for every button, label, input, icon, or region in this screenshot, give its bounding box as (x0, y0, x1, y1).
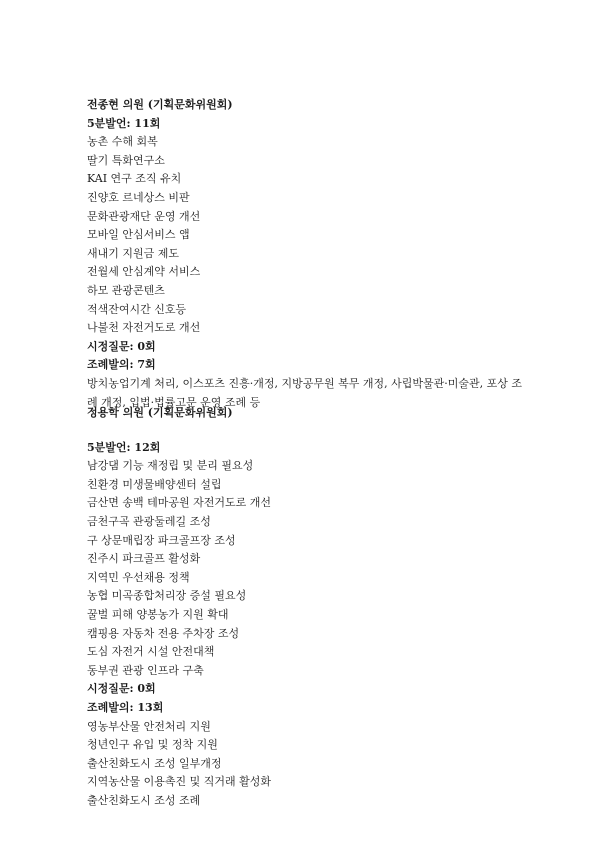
ordinance-text: 방치농업기계 처리, 이스포츠 진흥·개정, 지방공무원 복무 개정, 사립박물관·미술관, 포상 조례 개정, 입법·법률고문 운영 조례 등 (87, 376, 522, 409)
list-item: 모바일 안심서비스 앱 (87, 228, 190, 242)
list-item: 지역농산물 이용촉진 및 직거래 활성화 (87, 775, 272, 789)
list-item: 적색잔여시간 신호등 (87, 302, 187, 316)
list-item: 나불천 자전거도로 개선 (87, 321, 201, 335)
member-section-2 (87, 404, 527, 810)
list-item: 도심 자전거 시설 안전대책 (87, 645, 215, 659)
member-header: 전종현 의원 (기획문화위원회) (87, 98, 233, 111)
list-item: 금산면 송백 테마공원 자전거도로 개선 (87, 496, 272, 510)
list-item: 전월세 안심계약 서비스 (87, 265, 201, 279)
list-item: 동부권 관광 인프라 구축 (87, 663, 204, 677)
list-item: 남강댐 기능 재정립 및 분리 필요성 (87, 459, 254, 473)
list-item: 친환경 미생물배양센터 설립 (87, 477, 222, 491)
speech-count-heading: 5분발언: 12회 (87, 440, 161, 454)
member-header: 정용학 의원 (기획문화위원회) (87, 406, 233, 419)
list-item: 문화관광재단 운영 개선 (87, 209, 201, 223)
list-item: 지역민 우선채용 정책 (87, 570, 190, 584)
ordinance-count-heading: 조례발의: 13회 (87, 700, 164, 714)
question-count-heading: 시정질문: 0회 (87, 339, 156, 353)
list-item: 농협 미곡종합처리장 증설 필요성 (87, 589, 247, 603)
list-item: 캠핑용 자동차 전용 주차장 조성 (87, 626, 240, 640)
list-item: 청년인구 유입 및 정착 지원 (87, 738, 218, 752)
speech-list (87, 457, 527, 680)
list-item: 금천구곡 관광둘레길 조성 (87, 514, 211, 528)
speech-count-heading: 5분발언: 11회 (87, 116, 161, 130)
ordinance-count-heading: 조례발의: 7회 (87, 358, 156, 372)
list-item: KAI 연구 조직 유치 (87, 172, 182, 186)
list-item: 딸기 특화연구소 (87, 153, 165, 167)
member-section-1 (87, 96, 527, 412)
list-item: 영농부산물 안전처리 지원 (87, 719, 211, 733)
list-item: 하모 관광콘텐츠 (87, 283, 165, 297)
list-item: 출산친화도시 조성 일부개정 (87, 756, 222, 770)
speech-list (87, 133, 527, 338)
question-count-heading: 시정질문: 0회 (87, 682, 156, 696)
ordinance-list (87, 718, 527, 811)
list-item: 구 상문매립장 파크골프장 조성 (87, 533, 236, 547)
list-item: 새내기 지원금 제도 (87, 246, 180, 260)
list-item: 농촌 수해 회복 (87, 135, 158, 149)
spacer (87, 423, 527, 439)
list-item: 진주시 파크골프 활성화 (87, 552, 201, 566)
list-item: 꿀벌 피해 양봉농가 지원 확대 (87, 607, 229, 621)
list-item: 출산친화도시 조성 조례 (87, 793, 201, 807)
list-item: 진양호 르네상스 비판 (87, 190, 190, 204)
